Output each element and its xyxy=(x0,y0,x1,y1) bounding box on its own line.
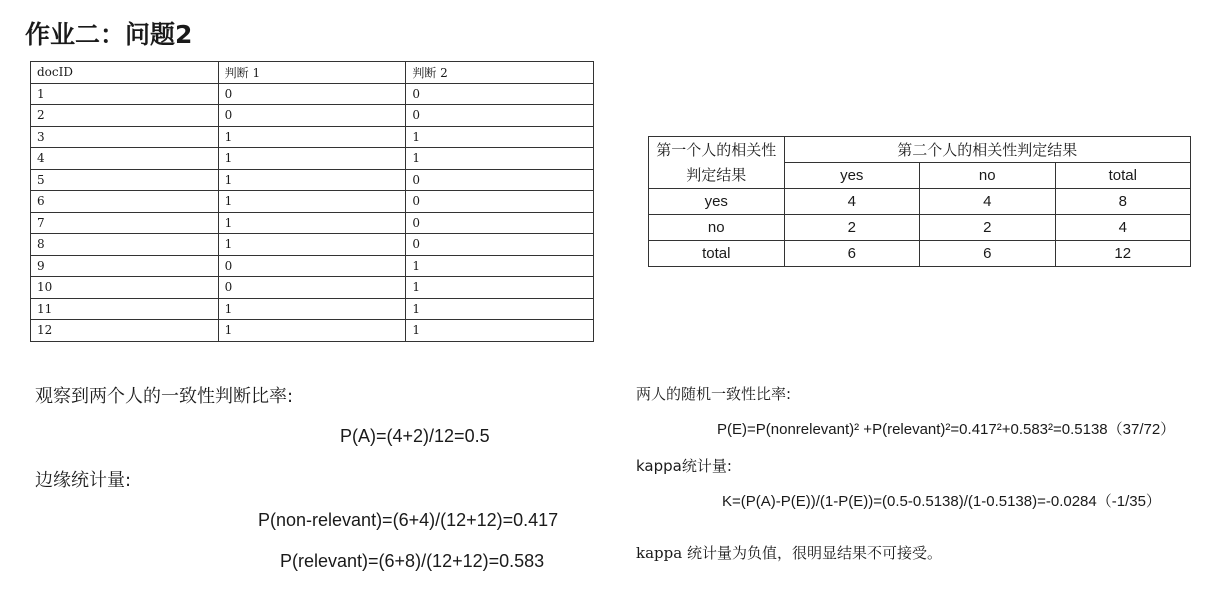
table-cell: 0 xyxy=(406,212,594,234)
table-cell: 0 xyxy=(218,277,406,299)
table-cell: 1 xyxy=(31,83,219,105)
table-cell: 4 xyxy=(920,189,1056,215)
table-cell: 0 xyxy=(406,83,594,105)
column-header: total xyxy=(1055,163,1191,189)
table-cell: 1 xyxy=(218,191,406,213)
table-cell: 0 xyxy=(218,105,406,127)
table-cell: 1 xyxy=(218,320,406,342)
table-header-row xyxy=(31,62,594,84)
table-cell: 0 xyxy=(218,255,406,277)
column-header: 判断 1 xyxy=(218,62,406,84)
conclusion-text: kappa 统计量为负值，很明显结果不可接受。 xyxy=(636,544,942,562)
table-cell: 1 xyxy=(218,126,406,148)
table-cell: 8 xyxy=(31,234,219,256)
row-label: total xyxy=(649,241,785,267)
table-cell: 10 xyxy=(31,277,219,299)
row-label: no xyxy=(649,215,785,241)
table-cell: 1 xyxy=(406,277,594,299)
table-cell: 1 xyxy=(406,126,594,148)
table-cell: 1 xyxy=(218,234,406,256)
table-cell: 8 xyxy=(1055,189,1191,215)
contingency-table xyxy=(648,136,1191,267)
table-cell: 9 xyxy=(31,255,219,277)
table-cell: 3 xyxy=(31,126,219,148)
table-cell: 2 xyxy=(784,215,920,241)
table-cell: 2 xyxy=(31,105,219,127)
column-header: docID xyxy=(31,62,219,84)
table-cell: 1 xyxy=(406,148,594,170)
column-header: yes xyxy=(784,163,920,189)
table-row xyxy=(31,234,594,256)
row-group-header: 第一个人的相关性判定结果 xyxy=(649,137,785,189)
table-cell: 4 xyxy=(31,148,219,170)
observed-agreement-label: 观察到两个人的一致性判断比率: xyxy=(35,386,294,407)
table-cell: 1 xyxy=(406,298,594,320)
column-header: 判断 2 xyxy=(406,62,594,84)
kappa-label: kappa统计量: xyxy=(636,457,732,475)
table-cell: 12 xyxy=(1055,241,1191,267)
table-cell: 6 xyxy=(31,191,219,213)
table-cell: 1 xyxy=(406,255,594,277)
table-row xyxy=(31,105,594,127)
p-nonrelevant-formula: P(non-relevant)=(6+4)/(12+12)=0.417 xyxy=(258,510,559,530)
page-title: 作业二：问题2 xyxy=(25,20,193,49)
table-cell: 0 xyxy=(406,105,594,127)
table-row xyxy=(31,255,594,277)
table-row xyxy=(31,169,594,191)
pa-formula: P(A)=(4+2)/12=0.5 xyxy=(340,426,490,446)
table-cell: 1 xyxy=(218,298,406,320)
table-cell: 12 xyxy=(31,320,219,342)
table-cell: 11 xyxy=(31,298,219,320)
table-cell: 6 xyxy=(920,241,1056,267)
table-cell: 5 xyxy=(31,169,219,191)
table-cell: 7 xyxy=(31,212,219,234)
table-cell: 4 xyxy=(1055,215,1191,241)
judgment-table xyxy=(30,61,594,342)
table-cell: 6 xyxy=(784,241,920,267)
table-cell: 1 xyxy=(218,169,406,191)
p-relevant-formula: P(relevant)=(6+8)/(12+12)=0.583 xyxy=(280,551,545,571)
table-row xyxy=(31,212,594,234)
table-row xyxy=(31,277,594,299)
table-cell: 2 xyxy=(920,215,1056,241)
table-row xyxy=(31,191,594,213)
table-row xyxy=(31,126,594,148)
table-cell: 0 xyxy=(406,169,594,191)
table-cell: 0 xyxy=(406,234,594,256)
table-row xyxy=(649,241,1191,267)
pe-formula: P(E)=P(nonrelevant)² +P(relevant)²=0.417²+0.583²=0.5138（37/72） xyxy=(717,421,1176,438)
table-cell: 0 xyxy=(406,191,594,213)
table-row xyxy=(649,189,1191,215)
table-row xyxy=(31,83,594,105)
kappa-formula: K=(P(A)-P(E))/(1-P(E))=(0.5-0.5138)/(1-0.5138)=-0.0284（-1/35） xyxy=(722,493,1161,510)
table-cell: 1 xyxy=(406,320,594,342)
table-row xyxy=(31,320,594,342)
table-row xyxy=(31,298,594,320)
table-cell: 4 xyxy=(784,189,920,215)
column-header: no xyxy=(920,163,1056,189)
table-cell: 1 xyxy=(218,212,406,234)
column-group-header: 第二个人的相关性判定结果 xyxy=(784,137,1191,163)
table-cell: 1 xyxy=(218,148,406,170)
marginal-stats-label: 边缘统计量: xyxy=(35,470,132,491)
random-agreement-label: 两人的随机一致性比率: xyxy=(636,385,792,403)
table-row xyxy=(31,148,594,170)
table-row xyxy=(649,215,1191,241)
table-cell: 0 xyxy=(218,83,406,105)
row-label: yes xyxy=(649,189,785,215)
